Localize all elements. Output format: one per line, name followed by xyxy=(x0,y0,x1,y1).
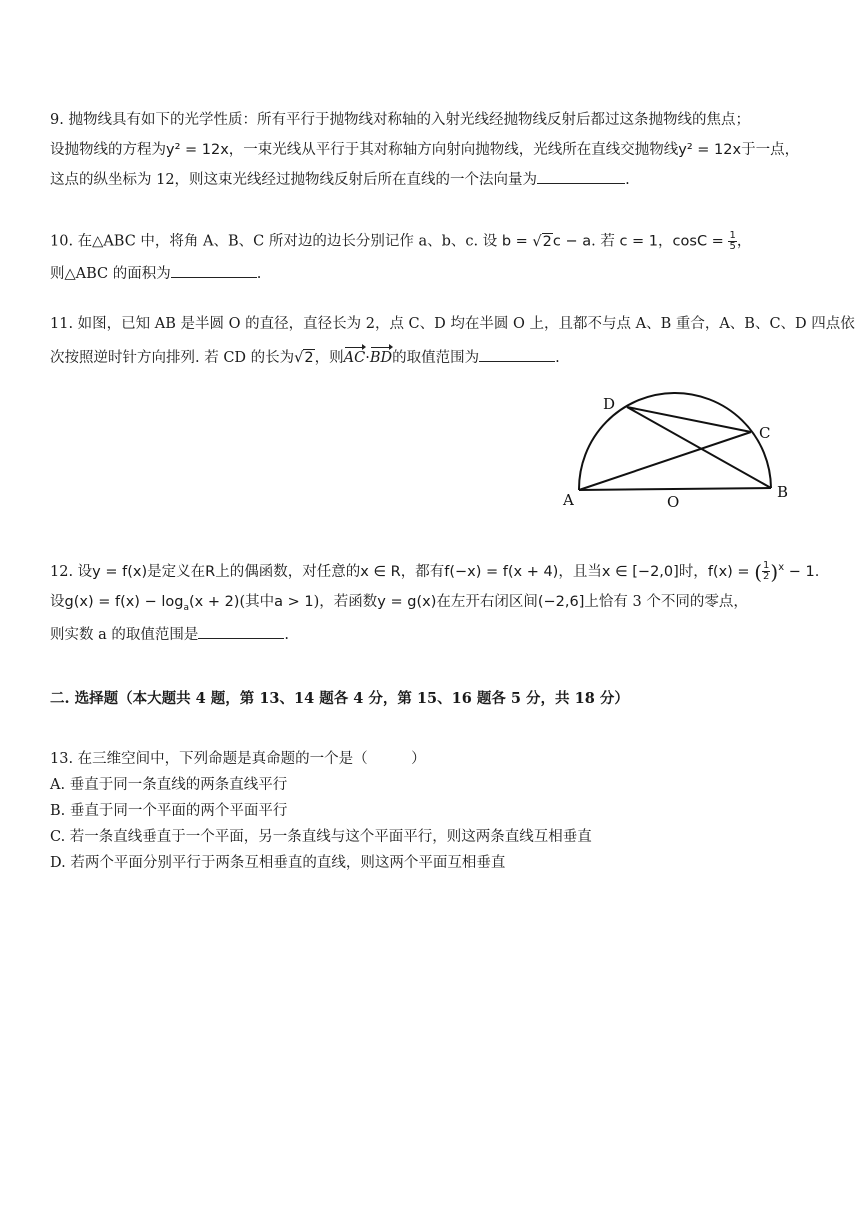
q9-line1 xyxy=(50,110,750,130)
segment-ac xyxy=(579,432,751,490)
q12-line1 xyxy=(50,558,819,582)
q13-option-b[interactable] xyxy=(50,801,287,821)
q12-equation: (x + 2) xyxy=(188,594,240,610)
section-title: 二. 选择题（本大题共 4 题，第 13、14 题各 4 分，第 15、16 题各 5 分，共 18 分） xyxy=(50,690,629,707)
q11-line2 xyxy=(50,347,560,368)
q11-text: ，则 xyxy=(314,350,344,366)
dot-operator: · xyxy=(365,350,370,366)
q12-text: ，都有 xyxy=(400,563,445,580)
q12-text: )，若函数 xyxy=(313,594,378,610)
q12-equation: R xyxy=(205,563,216,580)
q9-text: 这点的纵坐标为 12，则这束光线经过抛物线反射后所在直线的一个法向量为 xyxy=(50,172,538,188)
q12-equation: a > 1 xyxy=(274,594,314,610)
q12-text: 在左开右闭区间 xyxy=(436,594,538,610)
q12-equation: y = g(x) xyxy=(377,594,437,610)
log-base: a xyxy=(183,602,189,613)
q10-text: 则△ABC 的面积为 xyxy=(50,266,171,282)
q10-text: ， xyxy=(736,233,752,250)
q12-text: 时， xyxy=(678,563,708,580)
answer-blank[interactable] xyxy=(537,169,625,184)
paren-right: ) xyxy=(770,559,779,584)
q12-line3 xyxy=(50,624,289,645)
option-label: D. 若两个平面分别平行于两条互相垂直的直线，则这两个平面互相垂直 xyxy=(50,855,506,871)
radicand: 2 xyxy=(304,350,314,366)
label-c: C xyxy=(759,424,771,442)
exponent: x xyxy=(778,562,785,573)
q9-period: . xyxy=(625,172,630,188)
q10-equation: c − a xyxy=(552,233,592,250)
label-a: A xyxy=(563,491,574,509)
q9-equation: y² = 12x xyxy=(166,142,229,158)
radicand: 2 xyxy=(542,233,552,250)
q12-line2 xyxy=(50,592,748,618)
segment-dc xyxy=(627,407,751,432)
answer-blank[interactable] xyxy=(479,347,555,362)
semicircle-figure xyxy=(555,390,805,530)
answer-blank[interactable] xyxy=(171,263,257,278)
q12-text: (其中 xyxy=(239,594,275,610)
q12-equation: f(x) = xyxy=(707,563,750,580)
q13-stem xyxy=(50,749,426,769)
q9-text: 于一点， xyxy=(741,142,800,158)
section-header xyxy=(50,689,629,709)
vector-ac: AC xyxy=(343,350,366,366)
q12-text: 是定义在 xyxy=(147,563,206,580)
label-d: D xyxy=(603,395,616,413)
q11-period: . xyxy=(555,350,560,366)
q9-line2 xyxy=(50,140,799,160)
q12-text: 12. 设 xyxy=(50,563,93,580)
option-label: B. 垂直于同一个平面的两个平面平行 xyxy=(50,803,288,819)
q10-equation: b = xyxy=(501,233,528,250)
q9-equation: y² = 12x xyxy=(678,142,742,158)
vector-bd: BD xyxy=(369,350,393,366)
q12-text: ，且当 xyxy=(558,563,602,580)
q10-text: ， xyxy=(658,233,673,250)
label-b: B xyxy=(777,483,789,501)
q12-period: . xyxy=(284,627,289,643)
fraction xyxy=(728,231,736,252)
q10-line2 xyxy=(50,263,261,284)
q12-text: 设 xyxy=(50,594,65,610)
q9-line3 xyxy=(50,169,630,190)
q9-text: 设抛物线的方程为 xyxy=(50,142,166,158)
q13-option-a[interactable] xyxy=(50,775,287,795)
q11-text: 次按照逆时针方向排列. 若 CD 的长为 xyxy=(50,350,295,366)
q11-line1 xyxy=(50,314,855,334)
sqrt-symbol: √2 xyxy=(294,350,314,366)
sqrt-symbol: √2 xyxy=(532,233,552,250)
q10-line1 xyxy=(50,231,751,252)
q12-equation: x ∈ R xyxy=(360,563,401,580)
q10-period: . xyxy=(256,266,262,282)
q11-text: 11. 如图，已知 AB 是半圆 O 的直径，直径长为 2，点 C、D 均在半圆 O 上，且都不与点 A、B 重合，A、B、C、D 四点依 xyxy=(50,316,855,332)
fraction-numerator: 1 xyxy=(729,230,736,241)
q10-equation: cosC = xyxy=(672,233,724,250)
label-o: O xyxy=(667,493,680,511)
q13-option-c[interactable] xyxy=(50,827,592,847)
answer-blank[interactable] xyxy=(198,624,284,639)
q11-text: 的取值范围为 xyxy=(392,350,480,366)
q12-text: 上的偶函数，对任意的 xyxy=(215,563,361,580)
q12-equation: f(−x) = f(x + 4) xyxy=(444,563,559,580)
fraction-numerator: 1 xyxy=(763,560,770,572)
q13-option-d[interactable] xyxy=(50,853,505,873)
paren-left: ( xyxy=(754,559,762,584)
q12-text: 则实数 a 的取值范围是 xyxy=(50,627,199,643)
q12-equation: g(x) = f(x) − log xyxy=(64,594,184,610)
q12-equation: y = f(x) xyxy=(92,563,148,580)
option-label: A. 垂直于同一条直线的两条直线平行 xyxy=(50,777,288,793)
q12-equation: x ∈ [−2,0] xyxy=(601,563,679,580)
q13-text: 13. 在三维空间中，下列命题是真命题的一个是（ ） xyxy=(50,751,426,767)
q12-text: 上恰有 3 个不同的零点， xyxy=(584,594,748,610)
fraction-denominator: 5 xyxy=(729,241,736,252)
q12-equation: (−2,6] xyxy=(537,594,585,610)
fraction-denominator: 2 xyxy=(763,571,770,583)
q10-text: . 若 xyxy=(591,233,615,250)
diameter-ab xyxy=(579,488,771,490)
segment-db xyxy=(627,407,771,488)
q10-text: 10. 在△ABC 中，将角 A、B、C 所对边的边长分别记作 a、b、c. 设 xyxy=(50,233,498,250)
q12-equation: − 1. xyxy=(788,563,820,580)
q10-equation: c = 1 xyxy=(619,233,659,250)
q9-text: ，一束光线从平行于其对称轴方向射向抛物线，光线所在直线交抛物线 xyxy=(228,142,679,158)
option-label: C. 若一条直线垂直于一个平面，另一条直线与这个平面平行，则这两条直线互相垂直 xyxy=(50,829,592,845)
q9-text: 9. 抛物线具有如下的光学性质：所有平行于抛物线对称轴的入射光线经抛物线反射后都过这条抛物线的焦点； xyxy=(50,112,750,128)
